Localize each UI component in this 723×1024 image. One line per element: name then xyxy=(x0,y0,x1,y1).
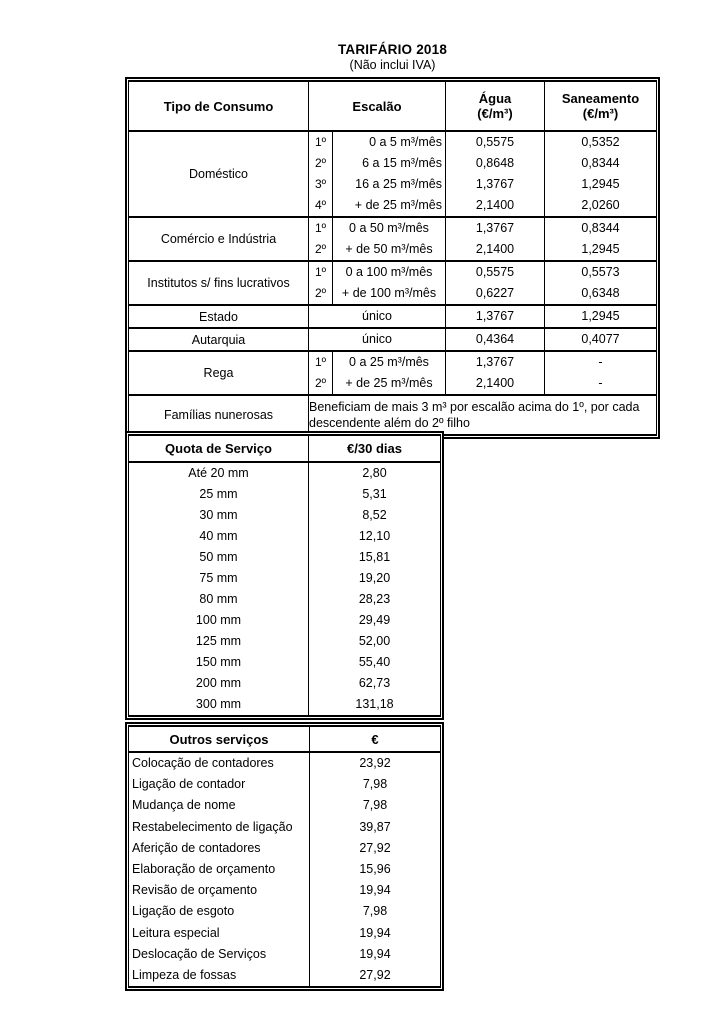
consumo-label: Estado xyxy=(129,305,309,328)
escalao-unico: único xyxy=(362,332,392,346)
agua-value: 0,4364 xyxy=(475,332,515,346)
escalao-num: 1º xyxy=(314,265,327,279)
tariff-header-row xyxy=(129,81,657,131)
service-label: Aferição de contadores xyxy=(132,840,261,855)
escalao-num: 4º xyxy=(314,198,327,212)
quota-value: 55,40 xyxy=(358,655,391,669)
service-label: Colocação de contadores xyxy=(132,756,274,770)
agua-value: 0,8648 xyxy=(475,156,515,170)
outros-body xyxy=(129,752,441,987)
meter-size-label: 150 mm xyxy=(195,655,242,669)
quota-body xyxy=(129,462,441,716)
page-subtitle: (Não inclui IVA) xyxy=(349,58,436,72)
escalao-range: + de 25 m³/mês xyxy=(354,198,442,212)
quota-value: 5,31 xyxy=(362,487,387,501)
page-title: TARIFÁRIO 2018 xyxy=(337,42,448,57)
agua-value: 1,3767 xyxy=(475,221,515,235)
meter-size-label: 100 mm xyxy=(195,613,242,627)
service-price: 23,92 xyxy=(359,756,391,770)
escalao-range: + de 25 m³/mês xyxy=(345,376,433,390)
col-header-escalao: Escalão xyxy=(309,81,446,131)
section-rega xyxy=(129,351,657,395)
saneamento-value: 1,2945 xyxy=(581,177,620,191)
col-header-quota-de-servico: Quota de Serviço xyxy=(129,435,309,462)
escalao-num: 1º xyxy=(314,135,327,149)
escalao-num: 2º xyxy=(314,156,327,170)
outros-servicos-grid xyxy=(128,725,441,988)
title-block xyxy=(125,42,660,72)
quota-value: 29,49 xyxy=(358,613,391,627)
quota-value: 19,20 xyxy=(358,571,391,585)
escalao-range: 0 a 100 m³/mês xyxy=(345,265,433,279)
outros-header-row xyxy=(129,726,441,752)
saneamento-value: 1,2945 xyxy=(581,242,620,256)
tariff-table xyxy=(125,77,660,439)
quota-value: 62,73 xyxy=(358,676,391,690)
service-price: 27,92 xyxy=(359,967,391,982)
quota-value: 8,52 xyxy=(362,508,387,522)
service-price: 15,96 xyxy=(359,861,391,876)
tariff-table-grid xyxy=(128,80,657,436)
meter-size-label: Até 20 mm xyxy=(188,466,249,480)
service-price: 39,87 xyxy=(359,819,391,834)
service-label: Deslocação de Serviços xyxy=(132,946,267,961)
section-domestico xyxy=(129,131,657,217)
escalao-num: 1º xyxy=(314,355,327,369)
agua-value: 2,1400 xyxy=(475,376,515,390)
escalao-num: 2º xyxy=(314,286,327,300)
saneamento-header-unit: (€/m³) xyxy=(582,106,619,121)
quota-value: 15,81 xyxy=(358,550,391,564)
saneamento-header-line1: Saneamento xyxy=(561,91,640,106)
service-label: Revisão de orçamento xyxy=(132,883,258,898)
section-institutos xyxy=(129,261,657,305)
consumo-label: Doméstico xyxy=(129,131,309,217)
service-price: 19,94 xyxy=(359,883,391,898)
col-header-saneamento xyxy=(545,81,657,131)
escalao-unico: único xyxy=(362,309,392,323)
meter-size-label: 25 mm xyxy=(199,487,238,501)
service-price: 7,98 xyxy=(362,904,388,919)
section-comercio-industria xyxy=(129,217,657,261)
service-label: Mudança de nome xyxy=(132,798,236,813)
quota-header-row xyxy=(129,435,441,462)
meter-size-label: 40 mm xyxy=(199,529,238,543)
agua-value: 1,3767 xyxy=(475,309,515,323)
agua-header-line1: Água xyxy=(478,91,512,106)
service-label: Ligação de contador xyxy=(132,777,246,792)
consumo-label: Comércio e Indústria xyxy=(129,217,309,261)
quota-value: 131,18 xyxy=(355,697,394,711)
service-label: Elaboração de orçamento xyxy=(132,861,276,876)
escalao-range: 6 a 15 m³/mês xyxy=(362,156,442,170)
col-header-eur-30-dias: €/30 dias xyxy=(309,435,441,462)
saneamento-value: 0,4077 xyxy=(581,332,620,346)
escalao-num: 2º xyxy=(314,242,327,256)
service-label: Ligação de esgoto xyxy=(132,904,235,919)
agua-value: 0,5575 xyxy=(475,265,515,279)
quota-value: 2,80 xyxy=(362,466,387,480)
saneamento-value: - xyxy=(598,355,603,369)
quota-servico-table xyxy=(125,431,444,720)
quota-value: 28,23 xyxy=(358,592,391,606)
outros-servicos-table xyxy=(125,722,444,991)
quota-servico-grid xyxy=(128,434,441,717)
saneamento-value: 1,2945 xyxy=(581,309,620,323)
escalao-range: + de 50 m³/mês xyxy=(345,242,433,256)
quota-value: 12,10 xyxy=(358,529,391,543)
consumo-label: Famílias nunerosas xyxy=(129,395,309,435)
escalao-range: 0 a 5 m³/mês xyxy=(369,135,442,149)
meter-size-label: 300 mm xyxy=(195,697,242,711)
agua-value: 1,3767 xyxy=(475,177,515,191)
escalao-num: 2º xyxy=(314,376,327,390)
service-price: 19,94 xyxy=(359,946,391,961)
escalao-range: 16 a 25 m³/mês xyxy=(355,177,442,191)
section-autarquia xyxy=(129,328,657,351)
col-header-agua xyxy=(446,81,545,131)
agua-value: 2,1400 xyxy=(475,242,515,256)
service-price: 19,94 xyxy=(359,925,391,940)
saneamento-value: - xyxy=(598,376,603,390)
consumo-label: Institutos s/ fins lucrativos xyxy=(129,261,309,305)
section-familias-numerosas xyxy=(129,395,657,435)
escalao-num: 1º xyxy=(314,221,327,235)
saneamento-value: 0,5352 xyxy=(581,135,620,149)
meter-size-label: 75 mm xyxy=(199,571,238,585)
meter-size-label: 200 mm xyxy=(195,676,242,690)
service-price: 7,98 xyxy=(362,777,388,792)
service-price: 27,92 xyxy=(359,840,391,855)
service-label: Leitura especial xyxy=(132,925,220,940)
consumo-label: Autarquia xyxy=(129,328,309,351)
escalao-num: 3º xyxy=(314,177,327,191)
col-header-tipo-de-consumo: Tipo de Consumo xyxy=(129,81,309,131)
agua-value: 0,5575 xyxy=(475,135,515,149)
agua-value: 1,3767 xyxy=(475,355,515,369)
quota-value: 52,00 xyxy=(358,634,391,648)
familias-note: Beneficiam de mais 3 m³ por escalão acima do 1º, por cada descendente além do 2º filho xyxy=(309,395,657,435)
service-label: Restabelecimento de ligação xyxy=(132,819,293,834)
agua-header-unit: (€/m³) xyxy=(477,106,513,121)
consumo-label: Rega xyxy=(129,351,309,395)
escalao-range: 0 a 50 m³/mês xyxy=(349,221,429,235)
service-label: Limpeza de fossas xyxy=(132,967,237,982)
saneamento-value: 2,0260 xyxy=(581,198,620,212)
saneamento-value: 0,8344 xyxy=(581,156,620,170)
escalao-range: 0 a 25 m³/mês xyxy=(349,355,429,369)
saneamento-value: 0,5573 xyxy=(581,265,620,279)
col-header-outros-servicos: Outros serviços xyxy=(129,726,310,752)
saneamento-value: 0,6348 xyxy=(581,286,620,300)
meter-size-label: 80 mm xyxy=(199,592,238,606)
meter-size-label: 50 mm xyxy=(199,550,238,564)
meter-size-label: 30 mm xyxy=(199,508,238,522)
meter-size-label: 125 mm xyxy=(195,634,242,648)
col-header-eur: € xyxy=(310,726,441,752)
agua-value: 2,1400 xyxy=(475,198,515,212)
escalao-range: + de 100 m³/mês xyxy=(341,286,437,300)
saneamento-value: 0,8344 xyxy=(581,221,620,235)
service-price: 7,98 xyxy=(362,798,388,813)
section-estado xyxy=(129,305,657,328)
agua-value: 0,6227 xyxy=(475,286,515,300)
